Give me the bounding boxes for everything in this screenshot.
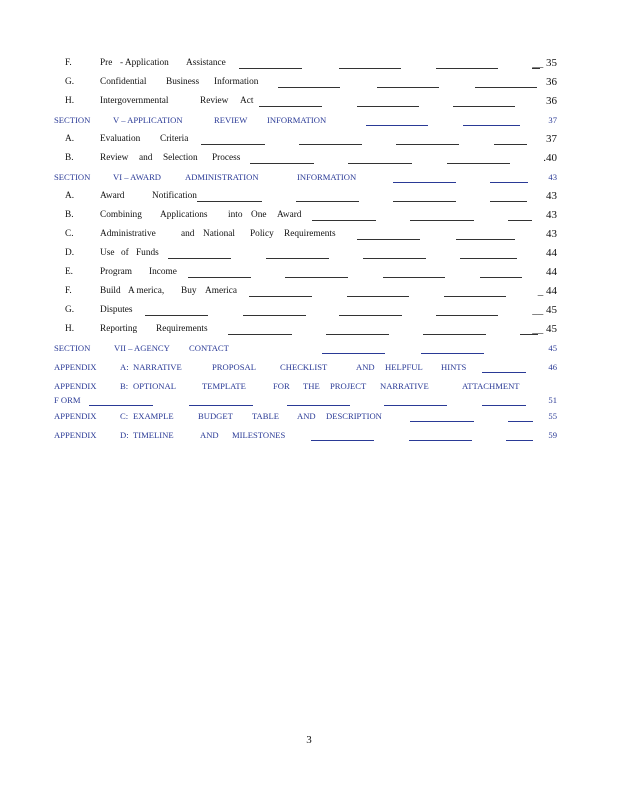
toc-word: Reporting [100, 324, 138, 334]
toc-row[interactable] [0, 343, 618, 362]
toc-word: CHECKLIST [280, 362, 328, 372]
toc-word: of [121, 248, 129, 258]
toc-word: Income [149, 267, 177, 277]
toc-word: AND [356, 362, 375, 372]
dot-leader [456, 239, 515, 240]
dot-leader [444, 296, 506, 297]
toc-word: and [181, 229, 195, 239]
toc-row[interactable] [0, 324, 618, 343]
toc-row[interactable] [0, 229, 618, 248]
dot-leader [266, 258, 329, 259]
toc-row[interactable] [0, 286, 618, 305]
toc-word: VI – AWARD [113, 172, 162, 182]
toc-word: PROPOSAL [212, 362, 256, 372]
dot-leader [250, 163, 314, 164]
toc-row[interactable] [0, 77, 618, 96]
toc-label: SECTION [54, 172, 91, 182]
toc-page-number: __ 45 [532, 304, 557, 316]
toc-word: INFORMATION [267, 115, 327, 125]
toc-page-number: 43 [546, 209, 557, 221]
toc-page-number: .40 [543, 152, 557, 164]
toc-page-number: 45 [548, 343, 557, 353]
toc-page-number: 59 [548, 430, 557, 440]
toc-page-number: __ 45 [532, 323, 557, 335]
dot-leader [423, 334, 486, 335]
dot-leader [296, 201, 359, 202]
toc-word: TABLE [252, 411, 279, 421]
toc-label: G. [65, 77, 75, 87]
toc-word: Use [100, 248, 115, 258]
toc-word: OPTIONAL [133, 381, 176, 391]
toc-word: and [139, 153, 153, 163]
toc-row[interactable] [0, 115, 618, 134]
toc-word: VII – AGENCY [114, 343, 170, 353]
toc-word: A merica, [128, 286, 165, 296]
toc-label: SECTION [54, 343, 91, 353]
toc-word: THE [303, 381, 320, 391]
toc-page-number: 43 [546, 190, 557, 202]
toc-label: APPENDIX [54, 362, 97, 372]
dot-leader [285, 277, 348, 278]
toc-label: G. [65, 305, 75, 315]
dot-leader [475, 87, 537, 88]
dot-leader [299, 144, 362, 145]
dot-leader [494, 144, 527, 145]
toc-word: Pre [100, 58, 113, 68]
toc-word: DESCRIPTION [326, 411, 382, 421]
toc-word: Disputes [100, 305, 133, 315]
dot-leader [393, 182, 456, 183]
dot-leader [348, 163, 412, 164]
toc-page-number: 36 [546, 76, 557, 88]
toc-word: D: [120, 430, 129, 440]
toc-label: B. [65, 153, 74, 163]
toc-label: F ORM [54, 395, 81, 405]
toc-label: C. [65, 229, 74, 239]
toc-word: Funds [136, 248, 159, 258]
toc-row[interactable] [0, 153, 618, 172]
toc-row[interactable] [0, 267, 618, 286]
toc-word: Requirements [284, 229, 336, 239]
toc-word: TEMPLATE [202, 381, 246, 391]
toc-word: V – APPLICATION [113, 115, 183, 125]
toc-row[interactable] [0, 210, 618, 229]
toc-label: A. [65, 191, 75, 201]
toc-row[interactable] [0, 430, 618, 449]
toc-page-number: 55 [548, 411, 557, 421]
toc-word: HELPFUL [385, 362, 423, 372]
toc-row[interactable] [0, 248, 618, 267]
dot-leader [396, 144, 459, 145]
toc-page-number: _ 44 [537, 285, 557, 297]
toc-word: Process [212, 153, 241, 163]
toc-word: EXAMPLE [133, 411, 174, 421]
dot-leader [201, 144, 265, 145]
toc-word: Selection [163, 153, 198, 163]
toc-word: Requirements [156, 324, 208, 334]
toc-word: Confidential [100, 77, 147, 87]
dot-leader [508, 421, 533, 422]
dot-leader [239, 68, 302, 69]
dot-leader [228, 334, 292, 335]
toc-word: INFORMATION [297, 172, 357, 182]
toc-label: APPENDIX [54, 430, 97, 440]
toc-word: A: [120, 362, 129, 372]
toc-word: Award [100, 191, 125, 201]
dot-leader [347, 296, 409, 297]
dot-leader [463, 125, 520, 126]
toc-word: into [228, 210, 243, 220]
toc-label: APPENDIX [54, 411, 97, 421]
dot-leader [311, 440, 374, 441]
dot-leader [243, 315, 306, 316]
dot-leader [409, 440, 472, 441]
dot-leader [490, 201, 527, 202]
toc-word: Evaluation [100, 134, 141, 144]
toc-row[interactable] [0, 305, 618, 324]
toc-word: Policy [250, 229, 274, 239]
toc-word: PROJECT [330, 381, 367, 391]
dot-leader [453, 106, 515, 107]
dot-leader [366, 125, 428, 126]
toc-word: Assistance [186, 58, 226, 68]
toc-page-number: __ 35 [532, 57, 557, 69]
toc-label: B. [65, 210, 74, 220]
toc-word: One [251, 210, 267, 220]
toc-row[interactable] [0, 172, 618, 191]
toc-word: B: [120, 381, 129, 391]
dot-leader [480, 277, 522, 278]
toc-label: SECTION [54, 115, 91, 125]
dot-leader [447, 163, 510, 164]
toc-label: H. [65, 96, 75, 106]
toc-word: AND [200, 430, 219, 440]
toc-word: Build [100, 286, 121, 296]
dot-leader [436, 68, 498, 69]
toc-page-number: 46 [548, 362, 557, 372]
toc-row[interactable] [0, 58, 618, 77]
dot-leader [189, 405, 253, 406]
toc-word: NARRATIVE [380, 381, 429, 391]
toc-word: Buy [181, 286, 197, 296]
dot-leader [506, 440, 533, 441]
toc-page-number: 37 [548, 115, 557, 125]
dot-leader [339, 68, 401, 69]
toc-word: ADMINISTRATION [185, 172, 259, 182]
toc-word: Business [166, 77, 200, 87]
toc-word: - Application [120, 58, 169, 68]
toc-label: APPENDIX [54, 381, 97, 391]
dot-leader [482, 372, 526, 373]
toc-word: National [203, 229, 236, 239]
toc-word: Award [277, 210, 302, 220]
dot-leader [322, 353, 385, 354]
dot-leader [490, 182, 528, 183]
dot-leader [188, 277, 251, 278]
toc-page-number: 44 [546, 266, 557, 278]
toc-word: Intergovernmental [100, 96, 169, 106]
toc-row[interactable] [0, 362, 618, 381]
toc-word: TIMELINE [133, 430, 174, 440]
dot-leader [363, 258, 426, 259]
dot-leader [357, 239, 420, 240]
toc-word: Act [240, 96, 254, 106]
toc-word: Applications [160, 210, 208, 220]
dot-leader [393, 201, 456, 202]
toc-word: Administrative [100, 229, 156, 239]
toc-word: Review [200, 96, 229, 106]
toc-word: MILESTONES [232, 430, 286, 440]
dot-leader [287, 405, 350, 406]
dot-leader [384, 405, 447, 406]
dot-leader [508, 220, 532, 221]
toc-word: HINTS [441, 362, 467, 372]
page-number: 3 [306, 734, 312, 746]
toc-label: A. [65, 134, 75, 144]
toc-row[interactable] [0, 96, 618, 115]
dot-leader [89, 405, 153, 406]
toc-word: FOR [273, 381, 290, 391]
toc-word: Review [100, 153, 129, 163]
dot-leader [436, 315, 498, 316]
dot-leader [482, 405, 526, 406]
toc-word: Information [214, 77, 259, 87]
dot-leader [339, 315, 402, 316]
dot-leader [197, 201, 262, 202]
dot-leader [377, 87, 439, 88]
toc-word: Combining [100, 210, 142, 220]
dot-leader [383, 277, 445, 278]
toc-label: D. [65, 248, 75, 258]
toc-label: F. [65, 286, 72, 296]
toc-word: NARRATIVE [133, 362, 182, 372]
toc-word: America [205, 286, 238, 296]
dot-leader [326, 334, 389, 335]
toc-page-number: 51 [548, 395, 557, 405]
toc-page-number: 43 [546, 228, 557, 240]
toc-page-number: 37 [546, 133, 557, 145]
dot-leader [410, 220, 474, 221]
dot-leader [145, 315, 208, 316]
toc-page-number: 44 [546, 247, 557, 259]
toc-word: C: [120, 411, 129, 421]
dot-leader [278, 87, 340, 88]
dot-leader [259, 106, 322, 107]
dot-leader [410, 421, 474, 422]
toc-label: E. [65, 267, 74, 277]
toc-word: Criteria [160, 134, 189, 144]
dot-leader [312, 220, 376, 221]
dot-leader [249, 296, 312, 297]
toc-word: Notification [152, 191, 197, 201]
toc-label: H. [65, 324, 75, 334]
toc-word: Program [100, 267, 133, 277]
toc-row[interactable] [0, 191, 618, 210]
dot-leader [460, 258, 517, 259]
toc-word: REVIEW [214, 115, 248, 125]
toc-page-number: 43 [548, 172, 557, 182]
toc-row[interactable] [0, 411, 618, 430]
toc-row[interactable] [0, 134, 618, 153]
toc-page-number: 36 [546, 95, 557, 107]
dot-leader [421, 353, 484, 354]
dot-leader [357, 106, 419, 107]
toc-word: AND [297, 411, 316, 421]
toc-label: F. [65, 58, 72, 68]
toc-word: BUDGET [198, 411, 233, 421]
toc-word: CONTACT [189, 343, 229, 353]
dot-leader [168, 258, 231, 259]
toc-word: ATTACHMENT [462, 381, 520, 391]
